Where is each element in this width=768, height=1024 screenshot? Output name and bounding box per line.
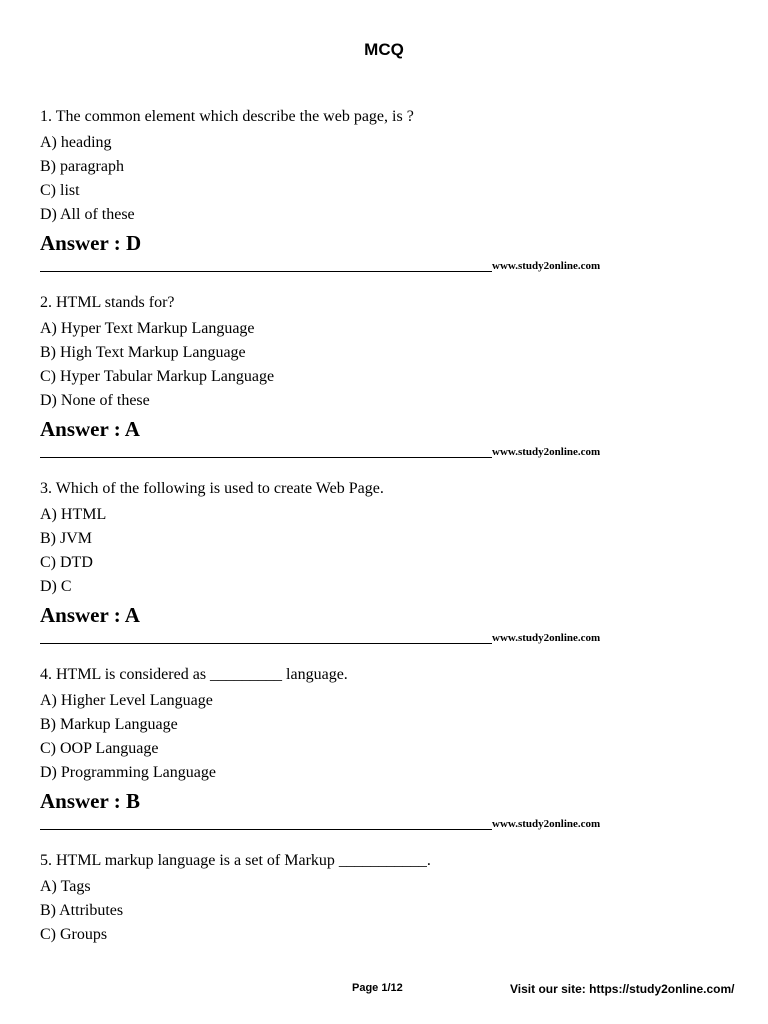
question-text: 5. HTML markup language is a set of Markup ___________. — [40, 852, 431, 869]
question-4 — [40, 663, 680, 832]
option-a: A) Tags — [40, 878, 91, 895]
option-d: D) None of these — [40, 392, 150, 409]
site-link[interactable]: www.study2online.com — [492, 446, 601, 458]
option-b: B) Markup Language — [40, 716, 178, 733]
separator — [40, 632, 620, 646]
question-text: 2. HTML stands for? — [40, 294, 175, 311]
option-b: B) Attributes — [40, 902, 124, 919]
separator — [40, 446, 620, 460]
page-title: MCQ — [364, 40, 404, 59]
option-a: A) Higher Level Language — [40, 692, 213, 709]
answer-label: Answer : B — [40, 789, 140, 813]
site-link[interactable]: www.study2online.com — [492, 632, 601, 644]
separator — [40, 260, 620, 274]
answer-label: Answer : D — [40, 231, 142, 255]
site-link[interactable]: www.study2online.com — [492, 260, 601, 272]
page-number: Page 1/12 — [352, 982, 403, 994]
visit-site-link[interactable]: Visit our site: https://study2online.com/ — [510, 982, 735, 996]
question-text: 3. Which of the following is used to create Web Page. — [40, 480, 384, 497]
option-d: D) All of these — [40, 206, 135, 223]
option-b: B) JVM — [40, 530, 93, 547]
option-c: C) Hyper Tabular Markup Language — [40, 368, 275, 385]
question-text: 1. The common element which describe the web page, is ? — [40, 108, 414, 125]
answer-label: Answer : A — [40, 603, 140, 627]
separator-rule — [40, 829, 492, 830]
option-c: C) DTD — [40, 554, 93, 571]
option-c: C) list — [40, 182, 80, 199]
option-a: A) Hyper Text Markup Language — [40, 320, 255, 337]
answer-label: Answer : A — [40, 417, 140, 441]
question-5 — [40, 849, 680, 947]
site-link[interactable]: www.study2online.com — [492, 818, 601, 830]
question-text: 4. HTML is considered as _________ language. — [40, 666, 348, 683]
question-2 — [40, 291, 680, 460]
option-d: D) Programming Language — [40, 764, 216, 781]
option-b: B) paragraph — [40, 158, 124, 175]
option-d: D) C — [40, 578, 72, 595]
option-a: A) HTML — [40, 506, 107, 523]
separator-rule — [40, 643, 492, 644]
option-c: C) Groups — [40, 926, 108, 943]
separator-rule — [40, 271, 492, 272]
option-a: A) heading — [40, 134, 112, 151]
question-1 — [40, 105, 680, 274]
option-b: B) High Text Markup Language — [40, 344, 246, 361]
question-3 — [40, 477, 680, 646]
separator-rule — [40, 457, 492, 458]
option-c: C) OOP Language — [40, 740, 159, 757]
separator — [40, 818, 620, 832]
